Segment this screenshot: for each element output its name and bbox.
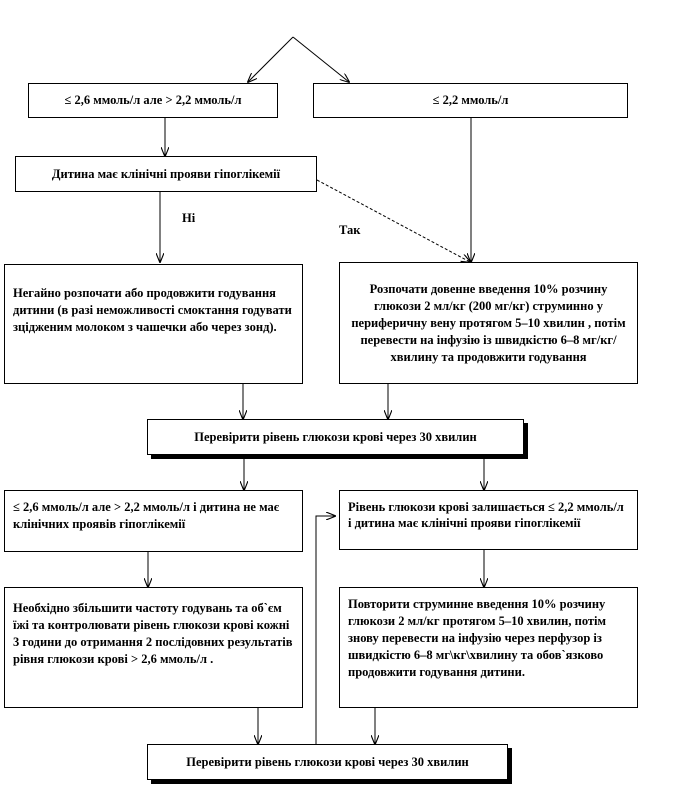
label-yes: Так	[339, 223, 361, 237]
clinical-signs-text: Дитина має клінічні прояви гіпоглікемії	[51, 166, 281, 181]
arrow-yes	[317, 180, 470, 262]
repeat-bolus-box	[339, 587, 638, 708]
recheck-box-2	[147, 744, 508, 780]
range-no-signs-box	[4, 490, 303, 552]
arrow-top-left	[248, 37, 293, 82]
arrow-loop-back	[316, 516, 335, 744]
arrow-top-right	[293, 37, 349, 82]
recheck-1-text: Перевірити рівень глюкози крові через 30 хвилин	[194, 429, 477, 444]
recheck-2-text: Перевірити рівень глюкози крові через 30 хвилин	[186, 754, 469, 769]
persisting-box	[339, 490, 638, 550]
clinical-signs-box	[15, 156, 317, 192]
feed-now-text: Негайно розпочати або продовжити годування дитини (в разі неможливості смоктання годувати зцідженим молоком з чашечки або через зонд).	[13, 286, 292, 334]
range-no-signs-text: ≤ 2,6 ммоль/л але > 2,2 ммоль/л і дитина не має клінічних проявів гіпоглікемії	[13, 500, 280, 531]
iv-glucose-box	[339, 262, 638, 384]
increase-feeding-text: Необхідно збільшити частоту годувань та об`єм їжі та контролювати рівень глюкози крові кожні 3 години до отримання 2 послідовних результатів рівня глюкози крові > 2,6 ммоль/л .	[13, 601, 293, 666]
iv-glucose-text: Розпочати довенне введення 10% розчину глюкози 2 мл/кг (200 мг/кг) струминно у периферичну вену протягом 5–10 хвилин , потім перевести на інфузію із швидкістю 6–8 мг/кг/хвилину та продовжити годування	[351, 281, 626, 364]
repeat-bolus-text: Повторити струминне введення 10% розчину глюкози 2 мл/кг протягом 5–10 хвилин, потім знову перевести на інфузію через перфузор із швидкістю 6–8 мг\кг\хвилину та обов`язково продовжити годування дитини.	[348, 597, 607, 679]
range-top-left-box	[28, 83, 278, 118]
recheck-box-1	[147, 419, 524, 455]
range-top-right-text: ≤ 2,2 ммоль/л	[432, 93, 509, 107]
feed-now-box	[4, 264, 303, 384]
range-top-right-box	[313, 83, 628, 118]
label-no: Ні	[182, 211, 196, 225]
increase-feeding-box	[4, 587, 303, 708]
persisting-text: Рівень глюкози крові залишається ≤ 2,2 ммоль/л і дитина має клінічні прояви гіпоглікемії	[348, 500, 624, 530]
range-top-left-text: ≤ 2,6 ммоль/л але > 2,2 ммоль/л	[64, 93, 242, 107]
